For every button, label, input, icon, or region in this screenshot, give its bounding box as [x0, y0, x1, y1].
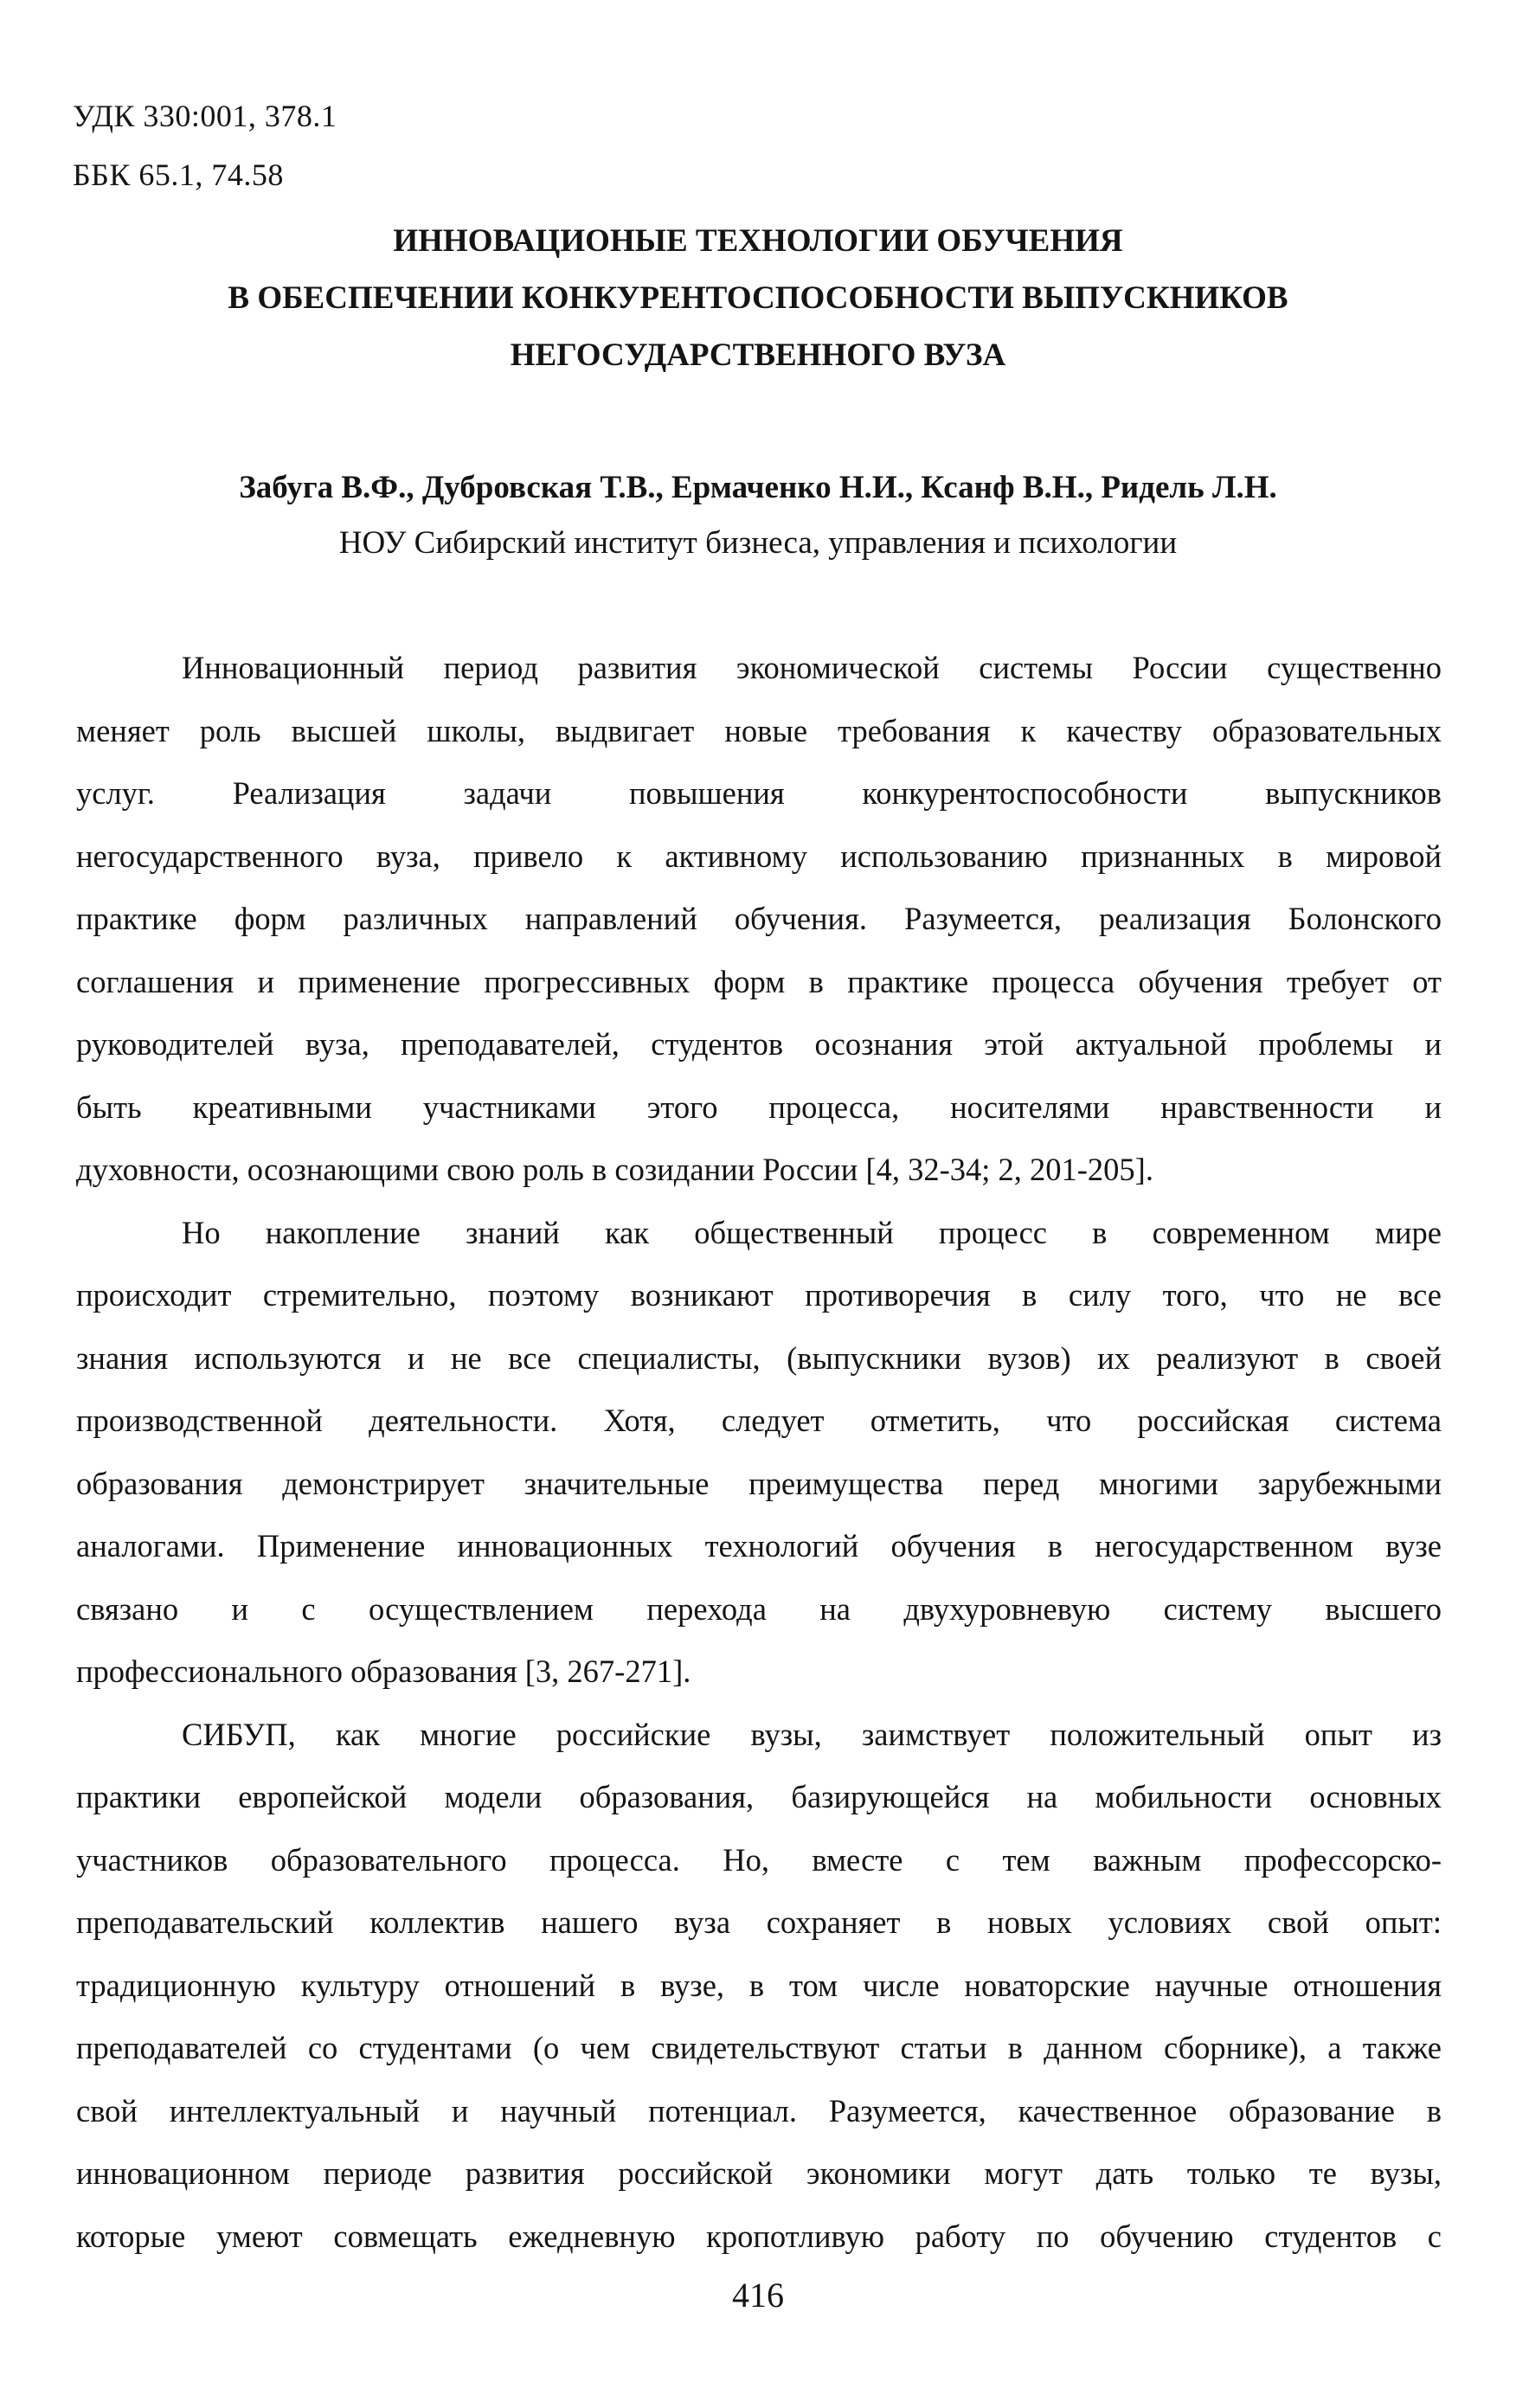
body-line: быть креативными участниками этого процесса, носителями нравственности и: [76, 1088, 1442, 1125]
title-line-3: НЕГОСУДАРСТВЕННОГО ВУЗА: [510, 337, 1006, 373]
body-line: аналогами. Применение инновационных технологий обучения в негосударственном вузе: [76, 1528, 1442, 1564]
body-line: профессионального образования [3, 267-271].: [76, 1653, 691, 1689]
body-line: духовности, осознающими свою роль в созидании России [4, 32-34; 2, 201-205].: [76, 1152, 1153, 1187]
body-line: преподавательский коллектив нашего вуза сохраняет в новых условиях свой опыт:: [76, 1904, 1442, 1940]
body-line: руководителей вуза, преподавателей, студентов осознания этой актуальной проблемы и: [76, 1026, 1442, 1062]
body-line: которые умеют совмещать ежедневную кропотливую работу по обучению студентов с: [76, 2218, 1442, 2254]
body-line: инновационном периоде развития российской экономики могут дать только те вузы,: [76, 2155, 1442, 2191]
title-line-2: В ОБЕСПЕЧЕНИИ КОНКУРЕНТОСПОСОБНОСТИ ВЫПУСКНИКОВ: [228, 280, 1288, 316]
body-line: преподавателей со студентами (о чем свидетельствуют статьи в данном сборнике), а также: [76, 2030, 1442, 2065]
body-line: Но накопление знаний как общественный процесс в современном мире: [182, 1214, 1442, 1250]
body-line: участников образовательного процесса. Но, вместе с тем важным профессорско-: [76, 1841, 1442, 1878]
page-number: 416: [732, 2276, 784, 2315]
body-line: происходит стремительно, поэтому возникают противоречия в силу того, что не все: [76, 1277, 1442, 1313]
body-line: образования демонстрирует значительные преимущества перед многими зарубежными: [76, 1465, 1442, 1501]
body-line: производственной деятельности. Хотя, следует отметить, что российская система: [76, 1403, 1442, 1438]
authors: Забуга В.Ф., Дубровская Т.В., Ермаченко Н.И., Ксанф В.Н., Ридель Л.Н.: [239, 470, 1277, 505]
body-line: меняет роль высшей школы, выдвигает новые требования к качеству образовательных: [76, 712, 1442, 748]
bbk-code: ББК 65.1, 74.58: [73, 157, 284, 192]
body-line: негосударственного вуза, привело к активному использованию признанных в мировой: [76, 838, 1442, 874]
body-line: СИБУП, как многие российские вузы, заимствует положительный опыт из: [182, 1716, 1442, 1752]
body-line: соглашения и применение прогрессивных форм в практике процесса обучения требует от: [76, 963, 1442, 999]
body-line: практики европейской модели образования, базирующейся на мобильности основных: [76, 1779, 1442, 1814]
udk-code: УДК 330:001, 378.1: [73, 99, 337, 133]
title-line-1: ИННОВАЦИОНЫЕ ТЕХНОЛОГИИ ОБУЧЕНИЯ: [393, 223, 1123, 259]
body-line: свой интеллектуальный и научный потенциал. Разумеется, качественное образование в: [76, 2092, 1442, 2129]
body-line: знания используются и не все специалисты, (выпускники вузов) их реализуют в своей: [76, 1339, 1442, 1376]
body-line: традиционную культуру отношений в вузе, в том числе новаторские научные отношения: [76, 1967, 1442, 2003]
article-body: [76, 637, 1442, 2268]
body-line: практике форм различных направлений обучения. Разумеется, реализация Болонского: [76, 901, 1442, 936]
body-line: услуг. Реализация задачи повышения конкурентоспособности выпускников: [76, 775, 1442, 811]
affiliation: НОУ Сибирский институт бизнеса, управления и психологии: [338, 525, 1178, 561]
body-line: Инновационный период развития экономической системы России существенно: [182, 650, 1442, 685]
article-title: [87, 213, 1429, 384]
body-line: связано и с осуществлением перехода на двухуровневую систему высшего: [76, 1590, 1442, 1627]
